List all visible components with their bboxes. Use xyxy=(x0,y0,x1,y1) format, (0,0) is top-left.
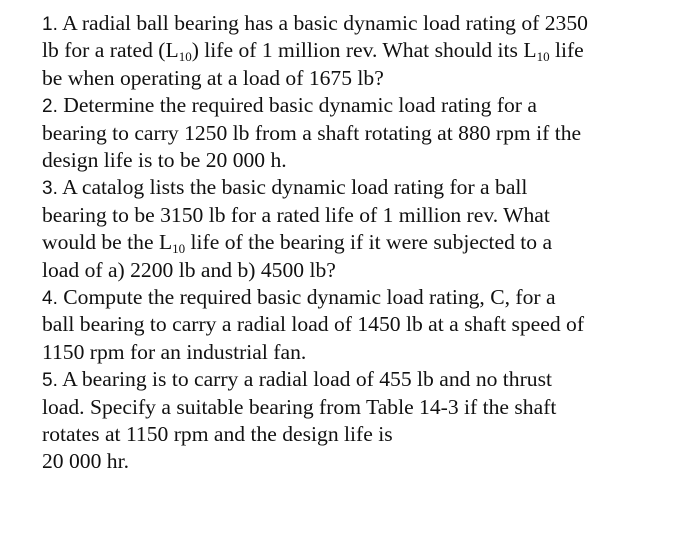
text-segment: life of the bearing if it were subjected to a xyxy=(185,230,553,255)
text-segment: A radial ball bearing has a basic dynamic load rating of 2350 xyxy=(57,11,588,35)
problem-line xyxy=(42,311,584,338)
text-segment: bearing to be 3150 lb for a rated life of 1 million rev. What xyxy=(42,202,550,227)
problem-line xyxy=(42,284,556,312)
text-segment: Determine the required basic dynamic load rating for a xyxy=(57,93,537,118)
text-segment: ball bearing to carry a radial load of 1450 lb at a shaft speed of xyxy=(42,312,585,337)
text-segment: 20 000 hr. xyxy=(42,449,129,474)
problem-number: 2. xyxy=(42,96,58,118)
text-segment: load. Specify a suitable bearing from Table 14-3 if the shaft xyxy=(42,394,557,419)
problem-line xyxy=(42,448,129,475)
problem-line xyxy=(42,421,393,448)
subscript: 10 xyxy=(172,241,186,257)
problem-line xyxy=(42,229,552,256)
text-segment: lb for a rated (L xyxy=(42,38,179,63)
problem-number: 4. xyxy=(42,288,58,309)
text-segment: 1150 rpm for an industrial fan. xyxy=(42,339,307,364)
subscript: 10 xyxy=(536,49,550,65)
problem-line xyxy=(42,339,306,366)
text-segment: design life is to be 20 000 h. xyxy=(42,148,287,172)
text-segment: rotates at 1150 rpm and the design life is xyxy=(42,422,393,446)
problem-line xyxy=(42,257,336,284)
problem-line xyxy=(42,92,537,120)
text-segment: life xyxy=(549,38,584,63)
text-segment: bearing to carry 1250 lb from a shaft rotating at 880 rpm if the xyxy=(42,120,582,145)
problem-line xyxy=(42,37,584,64)
problem-line xyxy=(42,10,588,38)
problem-number: 5. xyxy=(42,370,58,392)
text-segment: Compute the required basic dynamic load rating, C, for a xyxy=(57,285,556,309)
problem-number: 1. xyxy=(42,14,58,35)
problem-number: 3. xyxy=(42,178,58,200)
problem-line xyxy=(42,147,287,174)
problem-line xyxy=(42,202,550,229)
problem-line xyxy=(42,65,384,92)
subscript: 10 xyxy=(178,49,192,65)
problem-line xyxy=(42,120,581,147)
text-segment: A catalog lists the basic dynamic load rating for a ball xyxy=(57,175,528,200)
problem-line xyxy=(42,174,527,202)
text-segment: ) life of 1 million rev. What should its L xyxy=(191,38,537,63)
text-segment: load of a) 2200 lb and b) 4500 lb? xyxy=(42,257,336,282)
problem-line xyxy=(42,394,556,421)
text-segment: A bearing is to carry a radial load of 455 lb and no thrust xyxy=(57,367,552,392)
problem-line xyxy=(42,366,552,394)
text-segment: be when operating at a load of 1675 lb? xyxy=(42,65,384,90)
text-segment: would be the L xyxy=(42,230,173,255)
